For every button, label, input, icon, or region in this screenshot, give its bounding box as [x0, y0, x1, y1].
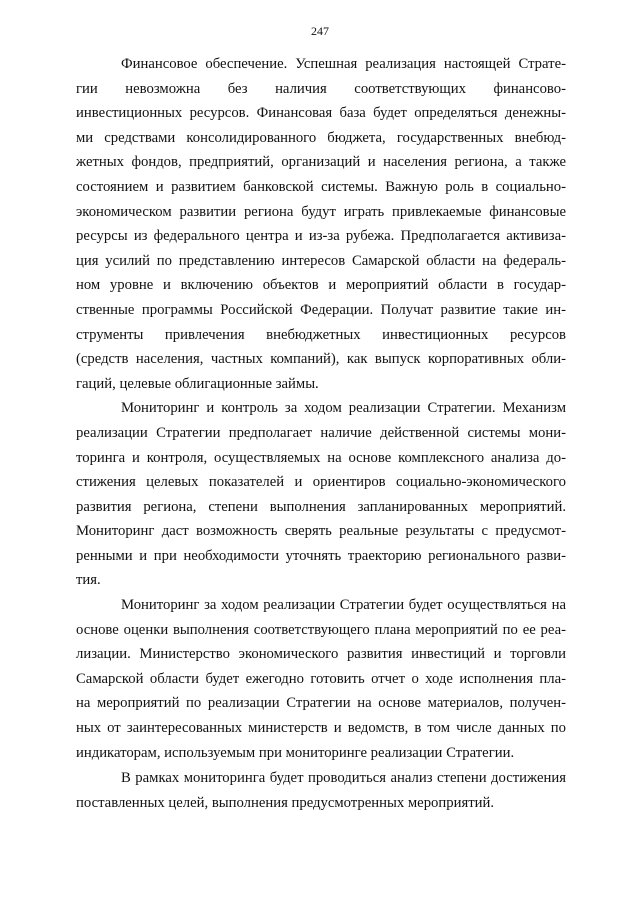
text-line: ресурсы из федерального центра и из-за рубежа. Предполагается активиза-	[76, 228, 566, 245]
text-line: поставленных целей, выполнения предусмотренных мероприятий.	[76, 794, 495, 811]
text-line: ном уровне и включению объектов и мероприятий области в государ-	[76, 277, 566, 294]
text-line: ренными и при необходимости уточнять траекторию регионального разви-	[76, 547, 566, 564]
text-line: торинга и контроля, осуществляемых на основе комплексного анализа до-	[76, 449, 566, 466]
text-line: Самарской области будет ежегодно готовить отчет о ходе исполнения пла-	[76, 670, 566, 687]
text-line: (средств населения, частных компаний), как выпуск корпоративных обли-	[76, 351, 566, 368]
text-line: жетных фондов, предприятий, организаций и населения региона, а также	[76, 154, 566, 171]
page-number: 247	[311, 24, 329, 38]
text-line: индикаторам, используемым при мониторинге реализации Стратегии.	[76, 744, 515, 761]
text-line: экономическом развитии региона будут играть привлекаемые финансовые	[76, 203, 566, 220]
text-line: ция усилий по представлению интересов Самарской области на федераль-	[76, 252, 566, 269]
text-line: Мониторинг даст возможность сверять реальные результаты с предусмот-	[76, 523, 566, 540]
paragraph-monitoring-process	[76, 593, 566, 765]
text-line: лизации. Министерство экономического развития инвестиций и торговли	[76, 646, 566, 663]
document-body	[76, 52, 566, 815]
paragraph-monitoring-control	[76, 396, 566, 593]
text-line: гаций, целевые облигационные займы.	[76, 375, 319, 392]
paragraph-monitoring-analysis	[76, 766, 566, 815]
text-line: ных от заинтересованных министерств и ведомств, в том числе данных по	[76, 720, 566, 737]
paragraph-financial-support	[76, 52, 566, 396]
text-line: Финансовое обеспечение. Успешная реализация настоящей Страте-	[121, 56, 566, 72]
text-line: основе оценки выполнения соответствующего плана мероприятий по ее реа-	[76, 621, 566, 638]
text-line: реализации Стратегии предполагает наличие действенной системы мони-	[76, 424, 566, 441]
text-line: тия.	[76, 572, 101, 589]
text-line: струменты привлечения внебюджетных инвестиционных ресурсов	[76, 326, 566, 343]
text-line: Мониторинг за ходом реализации Стратегии будет осуществляться на	[121, 597, 566, 614]
text-line: В рамках мониторинга будет проводиться анализ степени достижения	[121, 770, 566, 787]
text-line: инвестиционных ресурсов. Финансовая база будет определяться денежны-	[76, 105, 566, 122]
text-line: ственные программы Российской Федерации. Получат развитие такие ин-	[76, 301, 566, 318]
text-line: гии невозможна без наличия соответствующих финансово-	[76, 80, 566, 97]
text-line: развития региона, степени выполнения запланированных мероприятий.	[76, 498, 566, 515]
text-line: на мероприятий по реализации Стратегии на основе материалов, получен-	[76, 695, 566, 712]
text-line: Мониторинг и контроль за ходом реализации Стратегии. Механизм	[121, 400, 566, 417]
text-line: ми средствами консолидированного бюджета, государственных внебюд-	[76, 129, 566, 146]
text-line: состоянием и развитием банковской системы. Важную роль в социально-	[76, 178, 566, 195]
text-line: стижения целевых показателей и ориентиров социально-экономического	[76, 474, 566, 491]
